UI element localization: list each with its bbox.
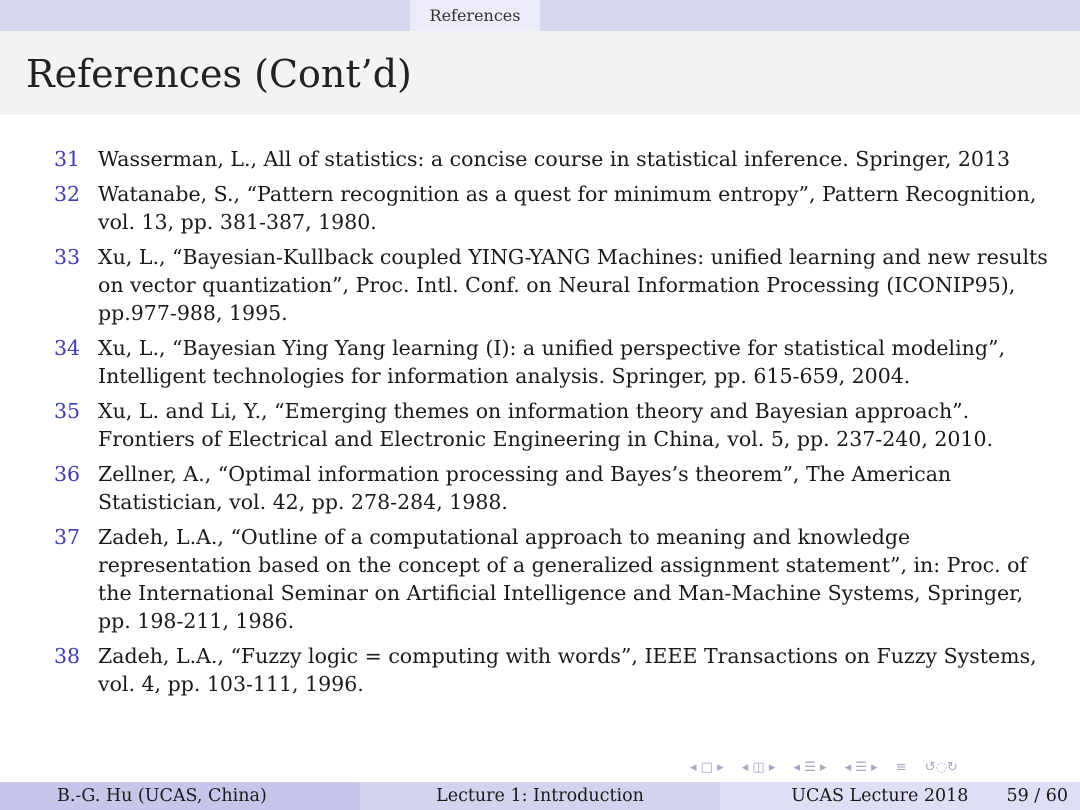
reference-text: Xu, L., “Bayesian-Kullback coupled YING-YANG Machines: unified learning and new results on vector quantization”, Proc. Intl. Conf. on Neural Information Processing (ICONIP95), pp.977-988, 1995. <box>98 245 1048 325</box>
reference-number: 35 <box>54 399 81 423</box>
reference-number: 38 <box>54 644 81 668</box>
reference-text: Xu, L., “Bayesian Ying Yang learning (I): a unified perspective for statistical modeling”, Intelligent technologies for information analysis. Springer, pp. 615-659, 2004. <box>98 336 1005 388</box>
footer-venue-block <box>720 782 1080 810</box>
footer-author: B.-G. Hu (UCAS, China) <box>0 782 360 810</box>
reference-text: Xu, L. and Li, Y., “Emerging themes on information theory and Bayesian approach”. Frontiers of Electrical and Electronic Engineering in China, vol. 5, pp. 237-240, 2010. <box>98 399 994 451</box>
header-bar <box>0 0 1080 31</box>
reference-item <box>54 523 1054 635</box>
footer-lecture: Lecture 1: Introduction <box>360 782 720 810</box>
reference-text: Watanabe, S., “Pattern recognition as a quest for minimum entropy”, Pattern Recognition, vol. 13, pp. 381-387, 1980. <box>98 182 1037 234</box>
nav-document-icon[interactable]: ◂ ☰ ▸ <box>844 760 878 775</box>
reference-text: Zadeh, L.A., “Fuzzy logic = computing with words”, IEEE Transactions on Fuzzy Systems, vol. 4, pp. 103-111, 1996. <box>98 644 1037 696</box>
reference-list <box>54 145 1054 705</box>
nav-search-icon[interactable]: ↺◌↻ <box>924 760 958 775</box>
reference-text: Zadeh, L.A., “Outline of a computational approach to meaning and knowledge representation based on the concept of a generalized assignment statement”, in: Proc. of the International Seminar on Artificial Intelligence and Man-Machine Systems, Springer, pp. 198-211, 1986. <box>98 525 1028 633</box>
page-number: 59 / 60 <box>1006 786 1068 806</box>
title-bar <box>0 31 1080 115</box>
reference-text: Zellner, A., “Optimal information processing and Bayes’s theorem”, The American Statistician, vol. 42, pp. 278-284, 1988. <box>98 462 952 514</box>
reference-number: 33 <box>54 245 81 269</box>
footer-bar <box>0 782 1080 810</box>
nav-frame-icon[interactable]: ◂ □ ▸ <box>690 760 724 775</box>
reference-item <box>54 460 1054 516</box>
reference-number: 36 <box>54 462 81 486</box>
reference-item <box>54 180 1054 236</box>
reference-number: 31 <box>54 147 81 171</box>
nav-subsection-icon[interactable]: ◂ ◫ ▸ <box>741 760 776 775</box>
reference-item <box>54 642 1054 698</box>
nav-align-icon[interactable]: ≡ <box>895 760 907 775</box>
reference-number: 32 <box>54 182 81 206</box>
reference-item <box>54 145 1054 173</box>
reference-item <box>54 397 1054 453</box>
reference-item <box>54 334 1054 390</box>
slide-title: References (Cont’d) <box>26 52 412 96</box>
reference-number: 37 <box>54 525 81 549</box>
reference-text: Wasserman, L., All of statistics: a concise course in statistical inference. Springer, 2013 <box>98 147 1011 171</box>
reference-number: 34 <box>54 336 81 360</box>
section-tab-references[interactable]: References <box>410 0 540 31</box>
beamer-navigation <box>690 757 963 779</box>
nav-section-icon[interactable]: ◂ ☰ ▸ <box>793 760 827 775</box>
reference-item <box>54 243 1054 327</box>
footer-venue: UCAS Lecture 2018 <box>791 786 969 806</box>
